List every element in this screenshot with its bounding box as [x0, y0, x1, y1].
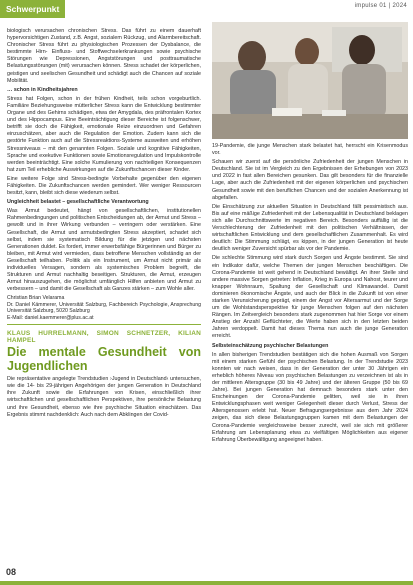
- section-label: Schwerpunkt: [0, 0, 65, 18]
- header-bar: [0, 0, 413, 18]
- paragraph: Stress hat Folgen, schon in der frühen Kindheit, teils schon vorgeburtlich. Familiäre Beziehungsweise mütterlicher Stress kann die Entwicklung bestimmter Organe und des Gehirns schädigen, etwa der Amygdala, des präfrontalen Kortex und des Hippocampus. Eine Beeinträchtigung dieser Bereiche ist folgenschwer, betrifft sie doch die Fähigkeit, emotionale Reize einzuordnen und Gefahren einzuschätzen, aber auch die Regulation der Emotion. Zudem kann sich die gestörte Funktion auch auf die Stressreaktions-Systeme ausweiten und erhöhen Stressniveaus – mit den genannten Folgen. Soziale und kognitive Fähigkeiten, Sprache und exekutive Funktionen sowie Emotionsregulation und Impulskontrolle werden beeinträchtigt. Eine solche Kumulierung von nachteiligen Konsequenzen hat zum Teil erhebliche Auswirkungen auf die Zukunftschancen dieser Kinder.: [7, 95, 201, 173]
- paragraph: Schauen wir zuerst auf die persönliche Zufriedenheit der jungen Menschen in Deutschland. Sie ist im Vergleich zu den Ergebnissen der Erhebungen von 2023 und 2022 in fast allen Bereichen gesunken. Das gilt besonders für die finanzielle Lage, aber auch die Zufriedenheit mit der eigenen körperlichen und psychischen Gesundheit sowie mit den beruflichen Chancen und der sozialen Anerkennung ist abgefallen.: [212, 159, 408, 201]
- photo-illustration: [212, 22, 408, 139]
- bottom-accent-bar: [0, 581, 413, 585]
- photo-people-table: [212, 22, 408, 139]
- paragraph: 19-Pandemie, die junge Menschen stark belastet hat, herrscht ein Krisenmodus vor.: [212, 143, 408, 157]
- divider: [7, 324, 201, 325]
- article-authors: KLAUS HURRELMANN, SIMON SCHNETZER, KILIAN HAMPEL: [7, 330, 201, 345]
- contact-role: Dr. Daniel Kämmerer, Universität Salzburg, Fachbereich Psychologie, Ansprechung Universität Salzburg, 5020 Salzburg: [7, 301, 201, 315]
- article-title: Die mentale Gesundheit von Jugendlichen: [7, 345, 201, 374]
- paragraph: In allen bisherigen Trendstudien bestätigen sich die hohen Ausmaß von Sorgen mit einem starken Gefühl der psychischen Belastung. In der Trendstudie 2023 konnten wir nach weisen, dass in der Generation der unter 30 Jährigen ein erheblich höheres Niveau von psychischen Belastungen zu verzeichnen ist als in der mittleren Altersgruppe (30 bis 49 Jahre) und der älteren Gruppe (50 bis 69 Jahre). Bei jungen Generation hat demnach besonders stark unter den Erscheinungen der Corona-Pandemie gelitten, weil sie in ihren Entwicklungsphasen weit weniger Gelegenheit dieser durch Verlust, Stress der Altersgenossen erlebt hat. Neuer Befragungsergebnisse aus dem Jahr 2024 zeigen, das sich diese Belastungsgruppen kamen mit dem Belastungen der Corona-Pandemie vergleichsweise besser zurecht, weil sie sich mit größerer Erfahrung am Lebensplanung etwa zu vielfältigen Möglichkeiten aus eigener Erfahrung Überbewältigung angeeignet haben.: [212, 351, 408, 443]
- subheading: … schon in Kindheitsjahren: [7, 86, 78, 93]
- issue-label: impulse 01 | 2024: [354, 3, 407, 9]
- paragraph: Die repräsentative angelegte Trendstudien ›Jugend in Deutschland‹ untersuchen, wie die 14- bis 29-jährigen Angehörigen der jungen Generation in Deutschland ihre Zukunft sowie die Erfahrungen von Krisen, einschließlich ihrer wirtschaftlichen und gesellschaftlichen Perspektiven, ihre persönliche Belastung und ihre Gesundheit, ebenso wie ihre psychische Situation einschätzen. Das Ergebnis stimmt nachdenklich: Auch nach dem Abklingen der Covid-: [7, 376, 201, 418]
- subheading: Selbsteinschätzung psychischer Belastungen: [212, 342, 329, 349]
- paragraph: biologisch verursachen chronischen Stress. Das führt zu einem dauerhaft hypervorsichtigen Zustand, z.B. Angst, sozialem Rückzug, und Alarmbereitschaft. Chronischer Stress führt zu physiologischen Prozessen der Dysbalance, die bestimmte Hirn- Einfluss- und Stoffwechselerkrankungen sowie psychische Störungen wie Depressionen, Angststörungen und posttraumatische Belastungsstörungen (mit) verursachen können. Stress schadet der körperlichen, geistigen und seelischen Gesundheit und schädigt auch die Chancen auf soziale Mobilität.: [7, 28, 201, 84]
- contact-email[interactable]: E-Mail: daniel.kaemmerer@plus.ac.at: [7, 314, 94, 321]
- left-column: [7, 28, 201, 421]
- contact-block: [7, 295, 201, 321]
- right-column: [212, 143, 408, 446]
- paragraph: Was Armut bedeutet, hängt von gesellschaftlichen, institutionellen Rahmenbedingungen und politischen Entscheidungen ab, der Armut und Stress – gewollt und in ihrer Wirkung verbunden – verringern oder verstärken. Eine Gesellschaft, die Armut und armutsbedingten Stress akzeptiert, schadet sich selbst, indem sie systematisch Bildung für die jetzigen und nächsten Generationen duldet. Es fordert, immer erwerbsfähige Bürgerinnen und Bürger zu bleiben, mit Armut wird vermieden, dass betroffene Menschen vollständig an der Gesellschaft teilhaben. Politik als ein Instrument, um Armut nicht primär als individuelles Versagen, sondern als systemisches Problem begreift, die Strukturen und Armut nachhaltig beseitigen. Strukturen, die Armut, erzeugen Armut hinauszugehen, die möglichst umfänglich Hilfen anbieten und Armut zu verbessern – und damit die Gesellschaft als Ganzes stärken – zum Wohle aller.: [7, 208, 201, 293]
- subheading: Ungleichheit belastet – gesellschaftliche Verantwortung: [7, 199, 149, 206]
- page-number: 08: [6, 567, 17, 577]
- contact-author: Christian Brian Velarama: [7, 295, 65, 302]
- paragraph: Eine weitere Folge sind Stress-bedingte Vorbehalte gegenüber den eigenen Fähigkeiten. Die Zukunftschancen werden gemindert. Wer weniger Ressourcen besitzt, kann, bleibt sich diese wiederum selbst.: [7, 175, 201, 197]
- paragraph: Die schlechte Stimmung wird stark durch Sorgen und Ängste bestimmt. Sie sind ein Indikator dafür, welche Themen der jungen Menschen beschäftigen. Die Corona-Pandemie ist weit gehend in Deutschland bewältigt. An ihrer Stelle sind andere massive Sorgen getreten: Inflation, Krieg in Europa und Nahost, teurer und knapper Wohnraum, Spaltung der Gesellschaft und Klimawandel. Damit dominieren ökonomische Ängste, und auch der Blick in die Zukunft ist von einer starken Verunsicherung geprägt, einem der Angst vor Altersarmut und der Sorge um die Wohlstandsperspektive für junge Menschen folgen auf den nächsten Rängen. Im Zeitvergleich besonders stark zugenommen hat hier Sorge vor einem Anstieg der Anzahl Geflüchteter, die Werte haben sich in den letzten beiden Jahren verdoppelt. Damit hat dieses Thema nun auch die junge Generation erreicht.: [212, 255, 408, 340]
- paragraph: Die Einschätzung zur aktuellen Situation in Deutschland fällt pessimistisch aus. Bis auf eine mäßige Zufriedenheit mit der Lebensqualität in Deutschland beklagen sich alle Durchschnittswerte im negativen Bereich. Besonders auffällig ist die Verschlechterung der Zufriedenheit mit den politischen Verhältnissen, der wirtschaftlichen Entwicklung und dem gesellschaftlichen Zusammenhalt. Es wird deutlich: Die Stimmung schlägt, es kippen, in der jungen Generation ist heute deutlich weniger Zuversicht spürbar als vor der Pandemie.: [212, 203, 408, 253]
